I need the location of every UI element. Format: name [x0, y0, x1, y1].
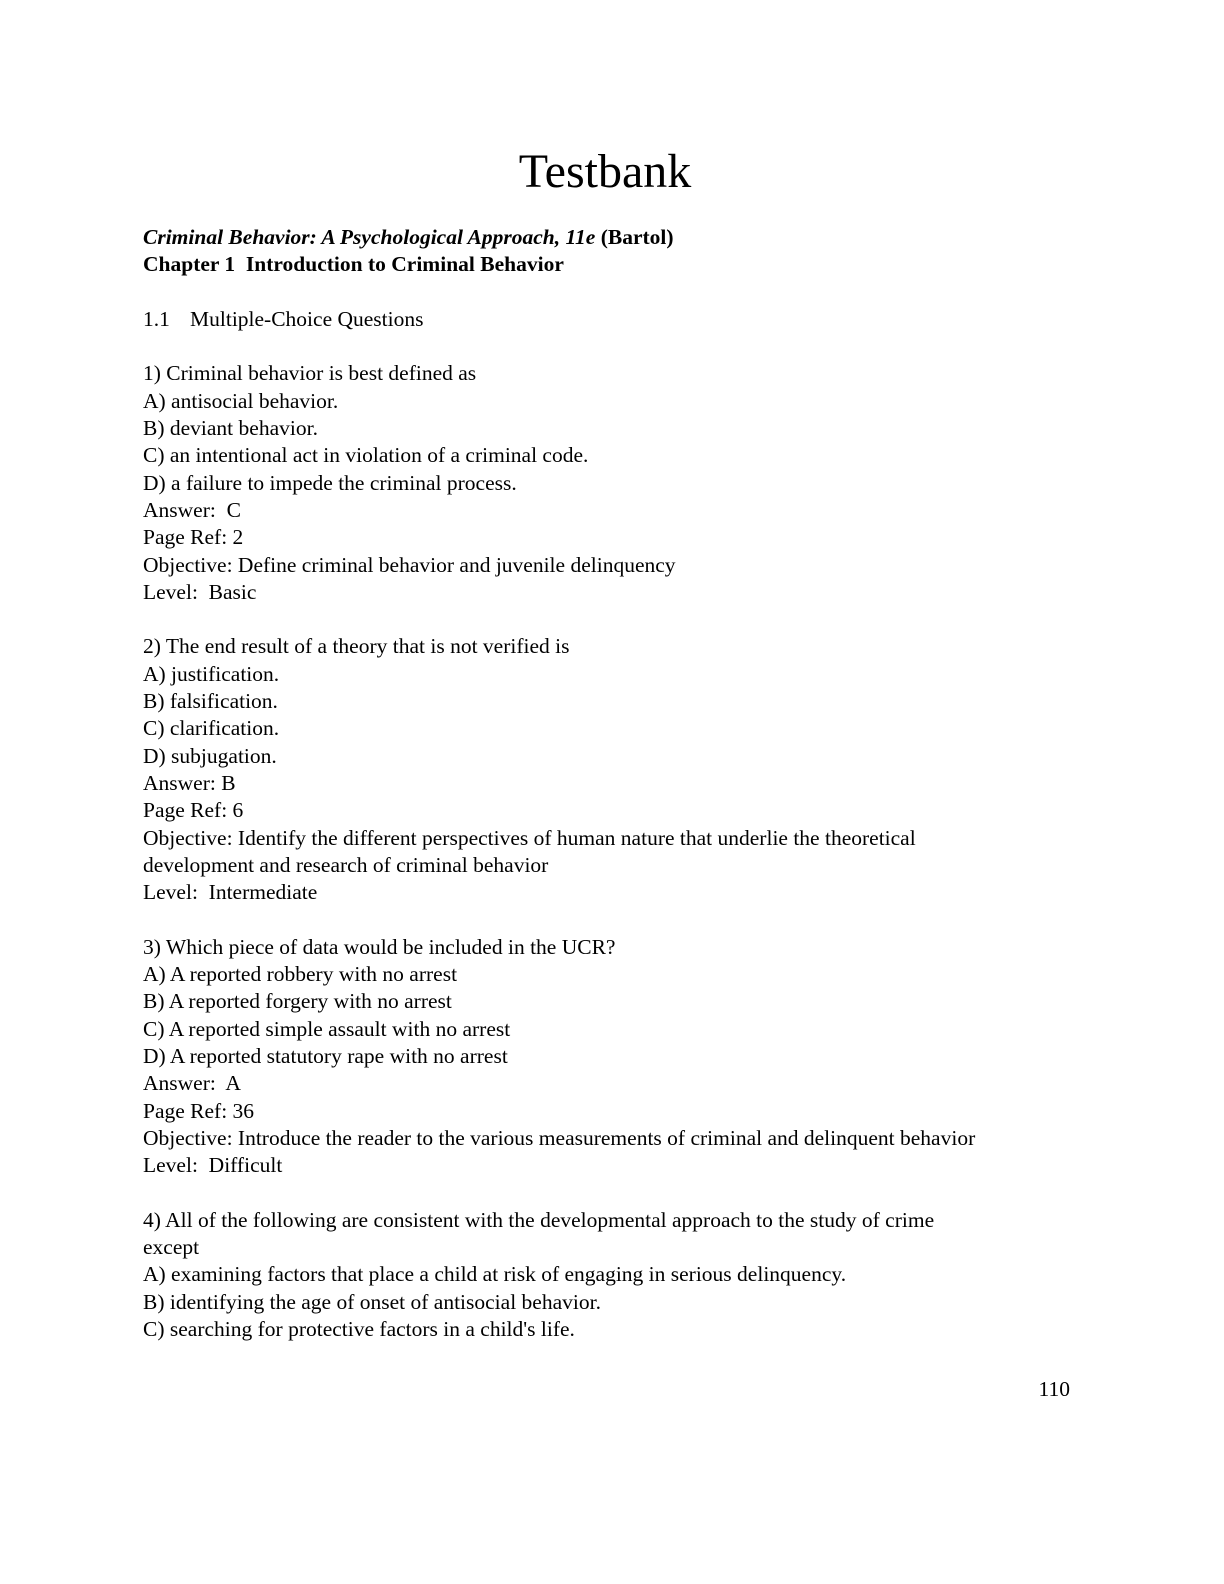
- question-stem-continued: except: [143, 1234, 200, 1259]
- answer-option: A) A reported robbery with no arrest: [143, 962, 458, 987]
- answer-option: A) justification.: [143, 661, 280, 686]
- question-stem: 4) All of the following are consistent with the developmental approach to the study of crime: [143, 1207, 935, 1232]
- question-stem: 2) The end result of a theory that is not verified is: [143, 634, 570, 659]
- page-ref: Page Ref: 6: [143, 798, 244, 823]
- difficulty-level: Level: Difficult: [143, 1153, 283, 1178]
- answer-option: A) examining factors that place a child at risk of engaging in serious delinquency.: [143, 1262, 847, 1287]
- objective: Objective: Identify the different perspectives of human nature that underlie the theoretical: [143, 825, 916, 850]
- objective: Objective: Introduce the reader to the various measurements of criminal and delinquent behavior: [143, 1125, 976, 1150]
- book-author: (Bartol): [600, 225, 674, 249]
- objective-continued: development and research of criminal behavior: [143, 852, 549, 877]
- answer-option: D) a failure to impede the criminal process.: [143, 470, 517, 495]
- book-title: Criminal Behavior: A Psychological Approach, 11e: [143, 225, 596, 249]
- answer-key: Answer: C: [143, 497, 241, 522]
- answer-option: D) subjugation.: [143, 743, 277, 768]
- answer-key: Answer: B: [143, 770, 236, 795]
- page-ref: Page Ref: 2: [143, 525, 244, 550]
- page-title: Testbank: [518, 145, 692, 198]
- question-block: [143, 1207, 1073, 1343]
- chapter-heading: Chapter 1 Introduction to Criminal Behavior: [143, 252, 564, 277]
- section-title: Multiple-Choice Questions: [190, 306, 424, 331]
- page-ref: Page Ref: 36: [143, 1098, 255, 1123]
- answer-option: B) identifying the age of onset of antisocial behavior.: [143, 1289, 601, 1314]
- section-heading: [143, 306, 1073, 333]
- book-citation: [143, 224, 1073, 251]
- question-block: [143, 934, 1073, 1180]
- objective: Objective: Define criminal behavior and juvenile delinquency: [143, 552, 676, 577]
- question-block: [143, 633, 1073, 906]
- page-content: [143, 224, 1073, 1343]
- answer-option: B) falsification.: [143, 689, 278, 714]
- answer-option: C) clarification.: [143, 716, 280, 741]
- answer-option: C) A reported simple assault with no arrest: [143, 1016, 511, 1041]
- section-number: 1.1: [143, 306, 170, 331]
- answer-option: A) antisocial behavior.: [143, 388, 339, 413]
- question-block: [143, 360, 1073, 606]
- answer-option: D) A reported statutory rape with no arrest: [143, 1043, 508, 1068]
- question-stem: 3) Which piece of data would be included in the UCR?: [143, 934, 616, 959]
- answer-option: B) deviant behavior.: [143, 416, 318, 441]
- answer-option: C) searching for protective factors in a child's life.: [143, 1316, 575, 1341]
- answer-option: B) A reported forgery with no arrest: [143, 989, 452, 1014]
- answer-option: C) an intentional act in violation of a criminal code.: [143, 443, 589, 468]
- difficulty-level: Level: Basic: [143, 579, 257, 604]
- answer-key: Answer: A: [143, 1071, 241, 1096]
- difficulty-level: Level: Intermediate: [143, 880, 318, 905]
- question-stem: 1) Criminal behavior is best defined as: [143, 361, 477, 386]
- page-number: 110: [1038, 1377, 1070, 1401]
